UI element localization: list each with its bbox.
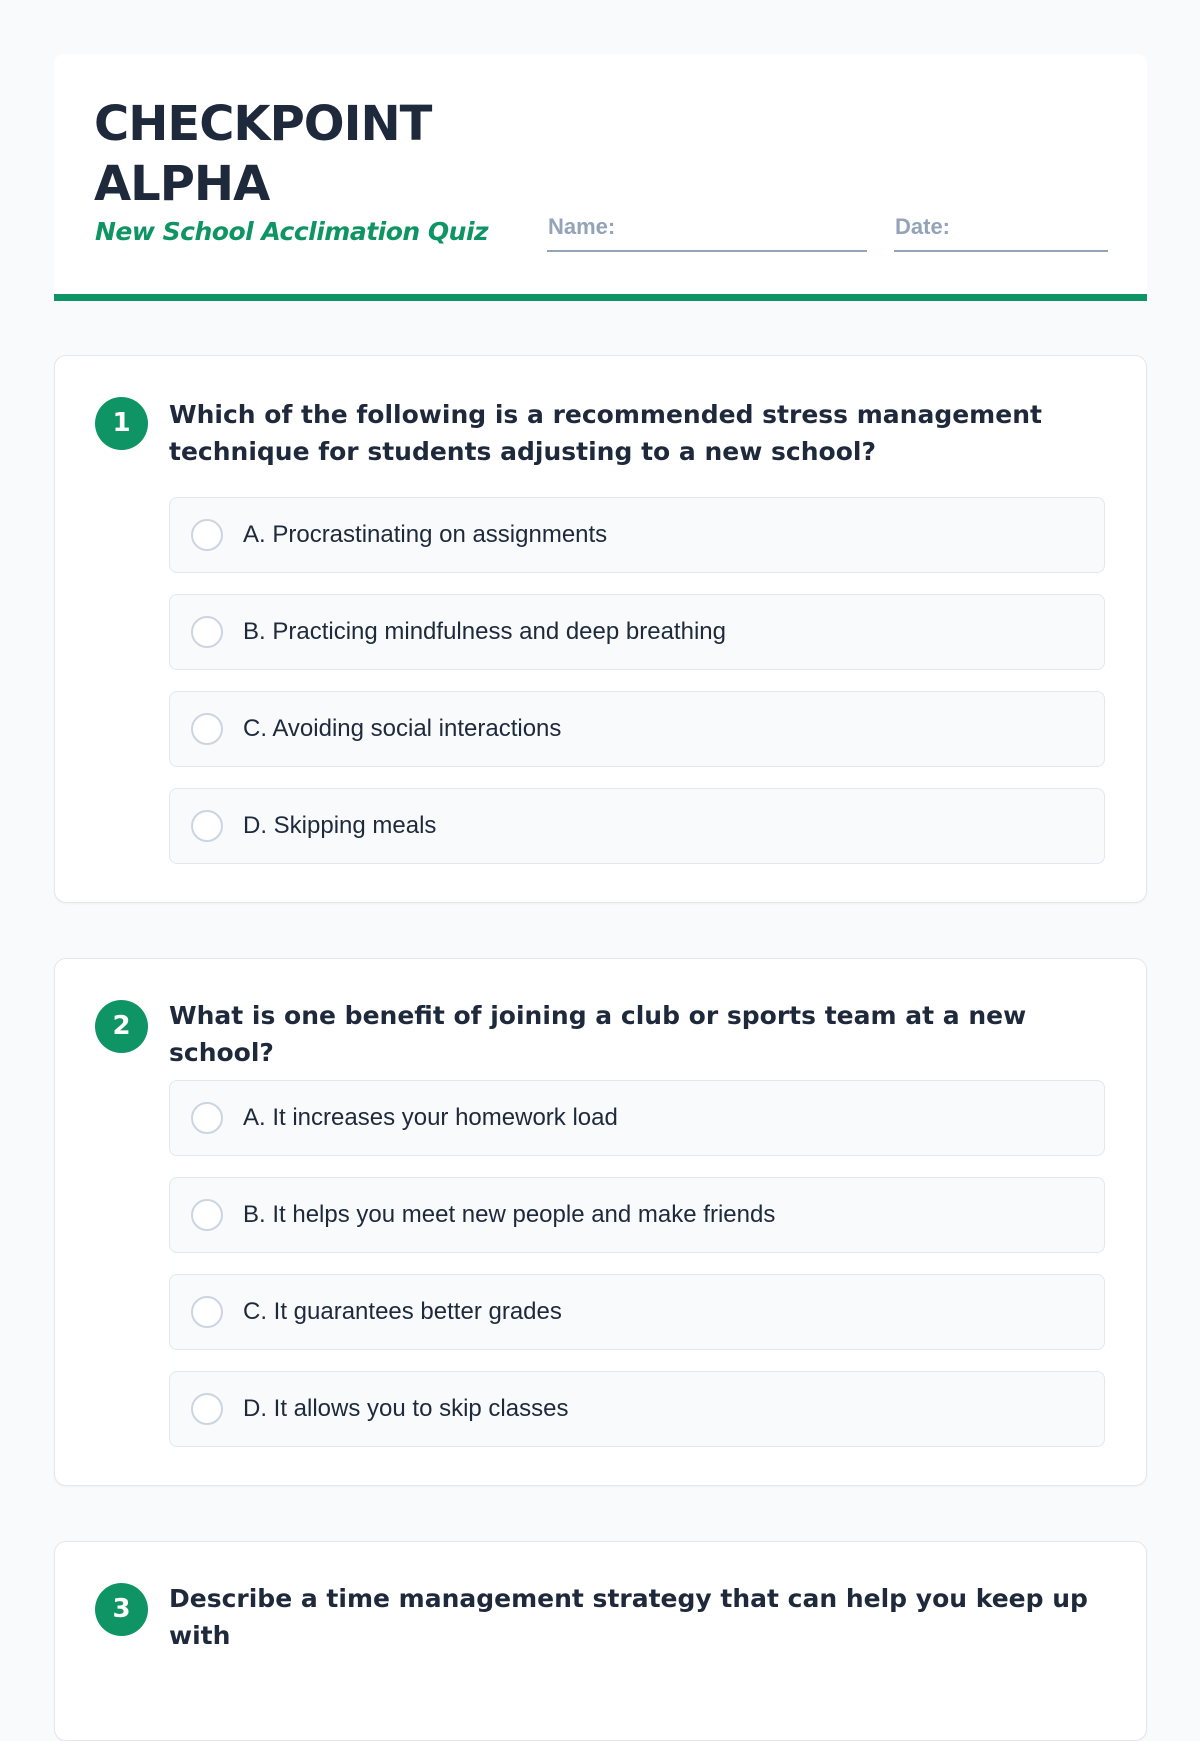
radio-button[interactable] — [191, 1393, 223, 1425]
option-label: B. Practicing mindfulness and deep breathing — [243, 618, 726, 645]
option-b[interactable] — [169, 594, 1105, 670]
date-label: Date: — [895, 214, 951, 239]
page-title: CHECKPOINT ALPHA — [94, 96, 432, 212]
option-label: D. It allows you to skip classes — [243, 1395, 569, 1422]
radio-button[interactable] — [191, 713, 223, 745]
option-label: A. It increases your homework load — [243, 1104, 618, 1131]
date-field[interactable] — [894, 210, 1108, 252]
option-c[interactable] — [169, 1274, 1105, 1350]
question-card-2 — [54, 958, 1147, 1486]
radio-button[interactable] — [191, 616, 223, 648]
radio-button[interactable] — [191, 519, 223, 551]
name-label: Name: — [548, 214, 616, 239]
quiz-subtitle: New School Acclimation Quiz — [95, 217, 489, 246]
option-label: A. Procrastinating on assignments — [243, 521, 608, 548]
option-label: D. Skipping meals — [243, 812, 437, 839]
question-text: Which of the following is a recommended stress management technique for students adjusting to a new school? — [169, 400, 1042, 466]
radio-button[interactable] — [191, 1296, 223, 1328]
radio-button[interactable] — [191, 1102, 223, 1134]
name-input[interactable] — [547, 210, 867, 250]
option-c[interactable] — [169, 691, 1105, 767]
question-card-1 — [54, 355, 1147, 903]
radio-button[interactable] — [191, 810, 223, 842]
option-label: B. It helps you meet new people and make friends — [243, 1201, 776, 1228]
option-a[interactable] — [169, 497, 1105, 573]
option-d[interactable] — [169, 788, 1105, 864]
date-input[interactable] — [894, 210, 1108, 250]
name-field[interactable] — [547, 210, 867, 252]
question-number-badge: 1 — [95, 397, 148, 450]
question-number-badge: 2 — [95, 1000, 148, 1053]
question-text: Describe a time management strategy that can help you keep up with — [169, 1584, 1088, 1650]
option-b[interactable] — [169, 1177, 1105, 1253]
question-number-badge: 3 — [95, 1583, 148, 1636]
quiz-header — [54, 54, 1147, 301]
option-label: C. Avoiding social interactions — [243, 715, 562, 742]
option-a[interactable] — [169, 1080, 1105, 1156]
radio-button[interactable] — [191, 1199, 223, 1231]
question-text: What is one benefit of joining a club or sports team at a new school? — [169, 1001, 1027, 1067]
option-d[interactable] — [169, 1371, 1105, 1447]
question-card-3 — [54, 1541, 1147, 1741]
option-label: C. It guarantees better grades — [243, 1298, 562, 1325]
